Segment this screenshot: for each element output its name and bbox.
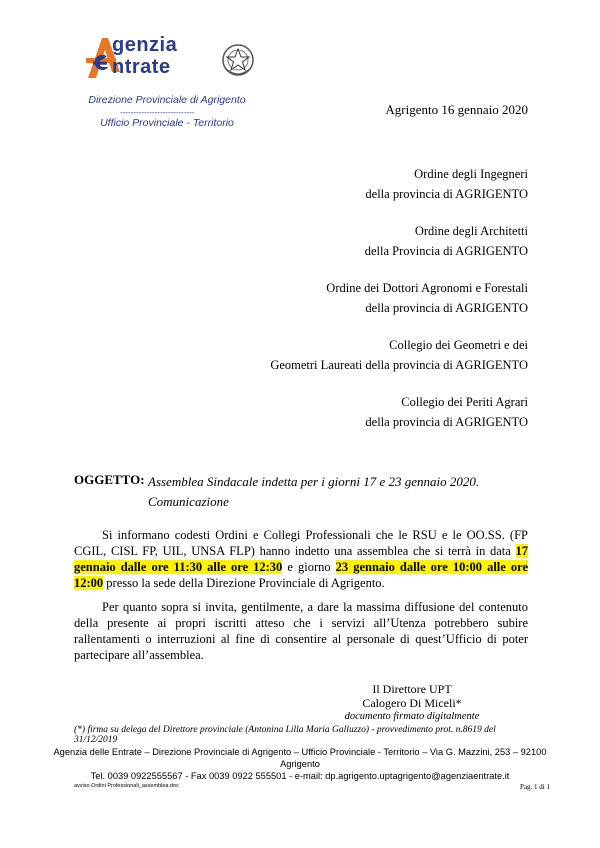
- delegation-note: (*) firma su delega del Direttore provinciale (Antonina Lilla Maria Galluzzo) - provvedimento prot. n.8619 del 31/12/2019: [74, 725, 496, 745]
- subject-text: Assemblea Sindacale indetta per i giorni 17 e 23 gennaio 2020. Comunicazione: [148, 474, 480, 509]
- office-line-1: Direzione Provinciale di Agrigento: [88, 94, 246, 106]
- footer-address: Agenzia delle Entrate – Direzione Provinciale di Agrigento – Ufficio Provinciale - Territorio – Via G. Mazzini, 253 – 92100 Agrigento: [53, 747, 547, 769]
- signer-title: Il Direttore UPT: [372, 682, 452, 696]
- digital-signature-note: documento firmato digitalmente: [344, 711, 480, 722]
- letter-date: Agrigento 16 gennaio 2020: [385, 102, 528, 117]
- recipient: Collegio dei Geometri e dei Geometri Laureati della provincia di AGRIGENTO: [270, 338, 528, 372]
- highlighted-date-2: 23 gennaio dalle ore 10:00 alle ore 12:00: [74, 560, 528, 590]
- office-separator: ----------------------------: [120, 108, 195, 117]
- footer-contacts: Tel. 0039 0922555567 - Fax 0039 0922 555501 - e-mail: dp.agrigento.uptagrigento@agenziaentrate.it: [90, 771, 510, 781]
- file-name: avviso Ordini Professionali_assemblea.doc: [74, 783, 179, 789]
- highlighted-date-1: 17 gennaio dalle ore 11:30 alle ore 12:30: [74, 544, 528, 574]
- subject-label: OGGETTO:: [74, 472, 145, 487]
- recipient: Ordine dei Dottori Agronomi e Forestali della provincia di AGRIGENTO: [326, 281, 528, 315]
- signer-name: Calogero Di Miceli*: [362, 696, 462, 710]
- recipient: Ordine degli Architetti della Provincia di AGRIGENTO: [364, 224, 528, 258]
- letter-body: [74, 527, 528, 671]
- page-footer: [40, 746, 560, 782]
- recipient: Ordine degli Ingegneri della provincia di AGRIGENTO: [365, 167, 528, 201]
- recipient-list: [270, 164, 528, 449]
- signature-block: [332, 682, 492, 724]
- body-paragraph-1: Si informano codesti Ordini e Collegi Professionali che le RSU e le OO.SS. (FP CGIL, CISL FP, UIL, UNSA FLP) hanno indetto una assemblea che si terrà in data 17 gennaio dalle ore 11:30 alle ore 12:30 e giorno 23 gennaio dalle ore 10:00 alle ore 12:00 presso la sede della Direzione Provinciale di Agrigento.: [74, 528, 528, 590]
- page-number: Pag. 1 di 1: [520, 783, 550, 791]
- recipient: Collegio dei Periti Agrari della provincia di AGRIGENTO: [365, 395, 528, 429]
- body-paragraph-2: Per quanto sopra si invita, gentilmente, a dare la massima diffusione del contenuto della presente ai propri iscritti atteso che i servizi all’Utenza potrebbero subire rallentamenti o interruzioni al fine di consentire al personale di quest’Ufficio di poter partecipare all’assemblea.: [74, 600, 528, 662]
- office-line-2: Ufficio Provinciale - Territorio: [100, 117, 234, 129]
- republic-emblem-icon: [220, 40, 256, 80]
- logo-word-entrate: ntrate: [112, 56, 171, 78]
- logo-word-agenzia: genzia: [112, 34, 178, 56]
